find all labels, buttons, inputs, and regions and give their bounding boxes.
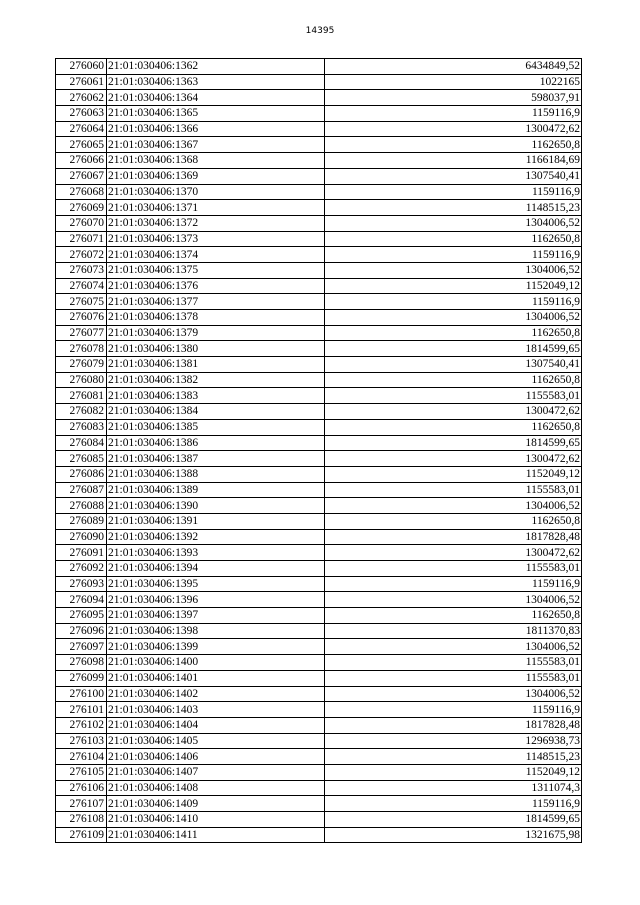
row-number: 276078 xyxy=(56,341,107,357)
cadastral-value: 1148515,23 xyxy=(325,200,582,216)
cadastral-value-table xyxy=(55,58,582,843)
cadastral-value: 1152049,12 xyxy=(325,466,582,482)
cadastral-value: 1814599,65 xyxy=(325,812,582,828)
cadastral-number: 21:01:030406:1405 xyxy=(107,733,325,749)
row-number: 276091 xyxy=(56,545,107,561)
cadastral-number: 21:01:030406:1396 xyxy=(107,592,325,608)
row-number: 276097 xyxy=(56,639,107,655)
row-number: 276073 xyxy=(56,262,107,278)
table-row xyxy=(56,153,582,169)
cadastral-value: 1304006,52 xyxy=(325,686,582,702)
table-row xyxy=(56,717,582,733)
cadastral-value: 1159116,9 xyxy=(325,576,582,592)
table-row xyxy=(56,780,582,796)
table-row xyxy=(56,294,582,310)
cadastral-value: 1162650,8 xyxy=(325,513,582,529)
table-row xyxy=(56,482,582,498)
table-row xyxy=(56,812,582,828)
cadastral-value: 1152049,12 xyxy=(325,764,582,780)
row-number: 276109 xyxy=(56,827,107,843)
table-row xyxy=(56,372,582,388)
row-number: 276096 xyxy=(56,623,107,639)
cadastral-number: 21:01:030406:1409 xyxy=(107,796,325,812)
cadastral-value: 1304006,52 xyxy=(325,639,582,655)
cadastral-number: 21:01:030406:1411 xyxy=(107,827,325,843)
table-row xyxy=(56,592,582,608)
row-number: 276075 xyxy=(56,294,107,310)
cadastral-value: 1162650,8 xyxy=(325,608,582,624)
row-number: 276098 xyxy=(56,655,107,671)
row-number: 276094 xyxy=(56,592,107,608)
row-number: 276103 xyxy=(56,733,107,749)
table-row xyxy=(56,419,582,435)
cadastral-number: 21:01:030406:1376 xyxy=(107,278,325,294)
cadastral-value: 1162650,8 xyxy=(325,325,582,341)
cadastral-value: 1817828,48 xyxy=(325,717,582,733)
table-row xyxy=(56,74,582,90)
cadastral-number: 21:01:030406:1379 xyxy=(107,325,325,341)
row-number: 276100 xyxy=(56,686,107,702)
row-number: 276108 xyxy=(56,812,107,828)
row-number: 276066 xyxy=(56,153,107,169)
cadastral-value: 1304006,52 xyxy=(325,592,582,608)
cadastral-value: 1155583,01 xyxy=(325,482,582,498)
row-number: 276067 xyxy=(56,168,107,184)
cadastral-number: 21:01:030406:1404 xyxy=(107,717,325,733)
table-row xyxy=(56,200,582,216)
row-number: 276060 xyxy=(56,59,107,75)
row-number: 276080 xyxy=(56,372,107,388)
cadastral-number: 21:01:030406:1381 xyxy=(107,357,325,373)
cadastral-number: 21:01:030406:1393 xyxy=(107,545,325,561)
table-row xyxy=(56,184,582,200)
table-row xyxy=(56,106,582,122)
table-row xyxy=(56,513,582,529)
table-row xyxy=(56,137,582,153)
cadastral-number: 21:01:030406:1373 xyxy=(107,231,325,247)
table-row xyxy=(56,121,582,137)
cadastral-number: 21:01:030406:1407 xyxy=(107,764,325,780)
cadastral-number: 21:01:030406:1378 xyxy=(107,310,325,326)
cadastral-value: 1321675,98 xyxy=(325,827,582,843)
row-number: 276086 xyxy=(56,466,107,482)
cadastral-value: 6434849,52 xyxy=(325,59,582,75)
row-number: 276070 xyxy=(56,215,107,231)
cadastral-number: 21:01:030406:1371 xyxy=(107,200,325,216)
cadastral-value: 1162650,8 xyxy=(325,372,582,388)
cadastral-value: 1148515,23 xyxy=(325,749,582,765)
table-row xyxy=(56,388,582,404)
cadastral-number: 21:01:030406:1372 xyxy=(107,215,325,231)
row-number: 276102 xyxy=(56,717,107,733)
cadastral-value: 1304006,52 xyxy=(325,215,582,231)
row-number: 276063 xyxy=(56,106,107,122)
cadastral-value: 1304006,52 xyxy=(325,498,582,514)
cadastral-value: 1311074,3 xyxy=(325,780,582,796)
table-row xyxy=(56,90,582,106)
cadastral-number: 21:01:030406:1368 xyxy=(107,153,325,169)
page-number: 14395 xyxy=(305,26,335,36)
cadastral-number: 21:01:030406:1364 xyxy=(107,90,325,106)
table-row xyxy=(56,561,582,577)
cadastral-number: 21:01:030406:1391 xyxy=(107,513,325,529)
table-row xyxy=(56,451,582,467)
cadastral-number: 21:01:030406:1385 xyxy=(107,419,325,435)
row-number: 276099 xyxy=(56,670,107,686)
cadastral-value: 1296938,73 xyxy=(325,733,582,749)
cadastral-value: 1814599,65 xyxy=(325,341,582,357)
cadastral-number: 21:01:030406:1380 xyxy=(107,341,325,357)
table-row xyxy=(56,325,582,341)
table-row xyxy=(56,764,582,780)
cadastral-value: 1152049,12 xyxy=(325,278,582,294)
table-row xyxy=(56,623,582,639)
table-body xyxy=(56,59,582,843)
cadastral-value: 1304006,52 xyxy=(325,262,582,278)
row-number: 276077 xyxy=(56,325,107,341)
cadastral-number: 21:01:030406:1395 xyxy=(107,576,325,592)
cadastral-number: 21:01:030406:1399 xyxy=(107,639,325,655)
cadastral-value: 1300472,62 xyxy=(325,404,582,420)
cadastral-value: 1300472,62 xyxy=(325,545,582,561)
cadastral-value: 1300472,62 xyxy=(325,121,582,137)
cadastral-value: 1307540,41 xyxy=(325,168,582,184)
cadastral-value: 1155583,01 xyxy=(325,388,582,404)
cadastral-value: 1304006,52 xyxy=(325,310,582,326)
table-row xyxy=(56,466,582,482)
cadastral-number: 21:01:030406:1400 xyxy=(107,655,325,671)
row-number: 276095 xyxy=(56,608,107,624)
cadastral-value: 1166184,69 xyxy=(325,153,582,169)
row-number: 276082 xyxy=(56,404,107,420)
cadastral-number: 21:01:030406:1406 xyxy=(107,749,325,765)
row-number: 276083 xyxy=(56,419,107,435)
cadastral-number: 21:01:030406:1366 xyxy=(107,121,325,137)
cadastral-number: 21:01:030406:1402 xyxy=(107,686,325,702)
cadastral-number: 21:01:030406:1394 xyxy=(107,561,325,577)
cadastral-number: 21:01:030406:1369 xyxy=(107,168,325,184)
row-number: 276081 xyxy=(56,388,107,404)
table-row xyxy=(56,749,582,765)
table-row xyxy=(56,168,582,184)
cadastral-value: 1159116,9 xyxy=(325,247,582,263)
cadastral-number: 21:01:030406:1387 xyxy=(107,451,325,467)
table-row xyxy=(56,686,582,702)
cadastral-number: 21:01:030406:1362 xyxy=(107,59,325,75)
row-number: 276106 xyxy=(56,780,107,796)
row-number: 276093 xyxy=(56,576,107,592)
row-number: 276062 xyxy=(56,90,107,106)
cadastral-value: 1162650,8 xyxy=(325,419,582,435)
table-row xyxy=(56,702,582,718)
cadastral-value: 1155583,01 xyxy=(325,670,582,686)
cadastral-value: 1159116,9 xyxy=(325,702,582,718)
table-row xyxy=(56,529,582,545)
cadastral-number: 21:01:030406:1367 xyxy=(107,137,325,153)
cadastral-number: 21:01:030406:1397 xyxy=(107,608,325,624)
table-row xyxy=(56,498,582,514)
cadastral-number: 21:01:030406:1363 xyxy=(107,74,325,90)
cadastral-value: 1307540,41 xyxy=(325,357,582,373)
row-number: 276087 xyxy=(56,482,107,498)
row-number: 276074 xyxy=(56,278,107,294)
table-row xyxy=(56,608,582,624)
table-row xyxy=(56,59,582,75)
table-row xyxy=(56,670,582,686)
table-row xyxy=(56,576,582,592)
cadastral-value: 1022165 xyxy=(325,74,582,90)
row-number: 276076 xyxy=(56,310,107,326)
cadastral-number: 21:01:030406:1408 xyxy=(107,780,325,796)
cadastral-number: 21:01:030406:1365 xyxy=(107,106,325,122)
cadastral-number: 21:01:030406:1382 xyxy=(107,372,325,388)
cadastral-number: 21:01:030406:1390 xyxy=(107,498,325,514)
cadastral-value: 1155583,01 xyxy=(325,655,582,671)
cadastral-number: 21:01:030406:1386 xyxy=(107,435,325,451)
cadastral-value: 1814599,65 xyxy=(325,435,582,451)
cadastral-value: 1159116,9 xyxy=(325,106,582,122)
row-number: 276084 xyxy=(56,435,107,451)
row-number: 276088 xyxy=(56,498,107,514)
table-row xyxy=(56,231,582,247)
table-row xyxy=(56,655,582,671)
row-number: 276065 xyxy=(56,137,107,153)
table-row xyxy=(56,310,582,326)
row-number: 276085 xyxy=(56,451,107,467)
row-number: 276072 xyxy=(56,247,107,263)
cadastral-number: 21:01:030406:1389 xyxy=(107,482,325,498)
cadastral-number: 21:01:030406:1401 xyxy=(107,670,325,686)
cadastral-number: 21:01:030406:1392 xyxy=(107,529,325,545)
cadastral-value: 1162650,8 xyxy=(325,231,582,247)
cadastral-number: 21:01:030406:1398 xyxy=(107,623,325,639)
row-number: 276107 xyxy=(56,796,107,812)
table-row xyxy=(56,796,582,812)
table-row xyxy=(56,827,582,843)
table-row xyxy=(56,357,582,373)
table-row xyxy=(56,545,582,561)
table-row xyxy=(56,278,582,294)
cadastral-value: 1811370,83 xyxy=(325,623,582,639)
table-row xyxy=(56,262,582,278)
table-row xyxy=(56,247,582,263)
cadastral-number: 21:01:030406:1377 xyxy=(107,294,325,310)
table-row xyxy=(56,639,582,655)
table-row xyxy=(56,341,582,357)
cadastral-value: 1300472,62 xyxy=(325,451,582,467)
row-number: 276104 xyxy=(56,749,107,765)
cadastral-value: 1159116,9 xyxy=(325,796,582,812)
row-number: 276071 xyxy=(56,231,107,247)
row-number: 276064 xyxy=(56,121,107,137)
row-number: 276092 xyxy=(56,561,107,577)
cadastral-number: 21:01:030406:1403 xyxy=(107,702,325,718)
table-row xyxy=(56,435,582,451)
row-number: 276101 xyxy=(56,702,107,718)
row-number: 276069 xyxy=(56,200,107,216)
row-number: 276090 xyxy=(56,529,107,545)
row-number: 276061 xyxy=(56,74,107,90)
table-row xyxy=(56,404,582,420)
cadastral-value: 1817828,48 xyxy=(325,529,582,545)
row-number: 276089 xyxy=(56,513,107,529)
cadastral-number: 21:01:030406:1375 xyxy=(107,262,325,278)
cadastral-value: 1159116,9 xyxy=(325,294,582,310)
table-row xyxy=(56,733,582,749)
cadastral-value: 1159116,9 xyxy=(325,184,582,200)
row-number: 276105 xyxy=(56,764,107,780)
cadastral-number: 21:01:030406:1370 xyxy=(107,184,325,200)
cadastral-value: 598037,91 xyxy=(325,90,582,106)
cadastral-number: 21:01:030406:1384 xyxy=(107,404,325,420)
cadastral-number: 21:01:030406:1374 xyxy=(107,247,325,263)
cadastral-value: 1155583,01 xyxy=(325,561,582,577)
table-row xyxy=(56,215,582,231)
row-number: 276079 xyxy=(56,357,107,373)
cadastral-value: 1162650,8 xyxy=(325,137,582,153)
cadastral-number: 21:01:030406:1410 xyxy=(107,812,325,828)
cadastral-number: 21:01:030406:1383 xyxy=(107,388,325,404)
row-number: 276068 xyxy=(56,184,107,200)
cadastral-number: 21:01:030406:1388 xyxy=(107,466,325,482)
